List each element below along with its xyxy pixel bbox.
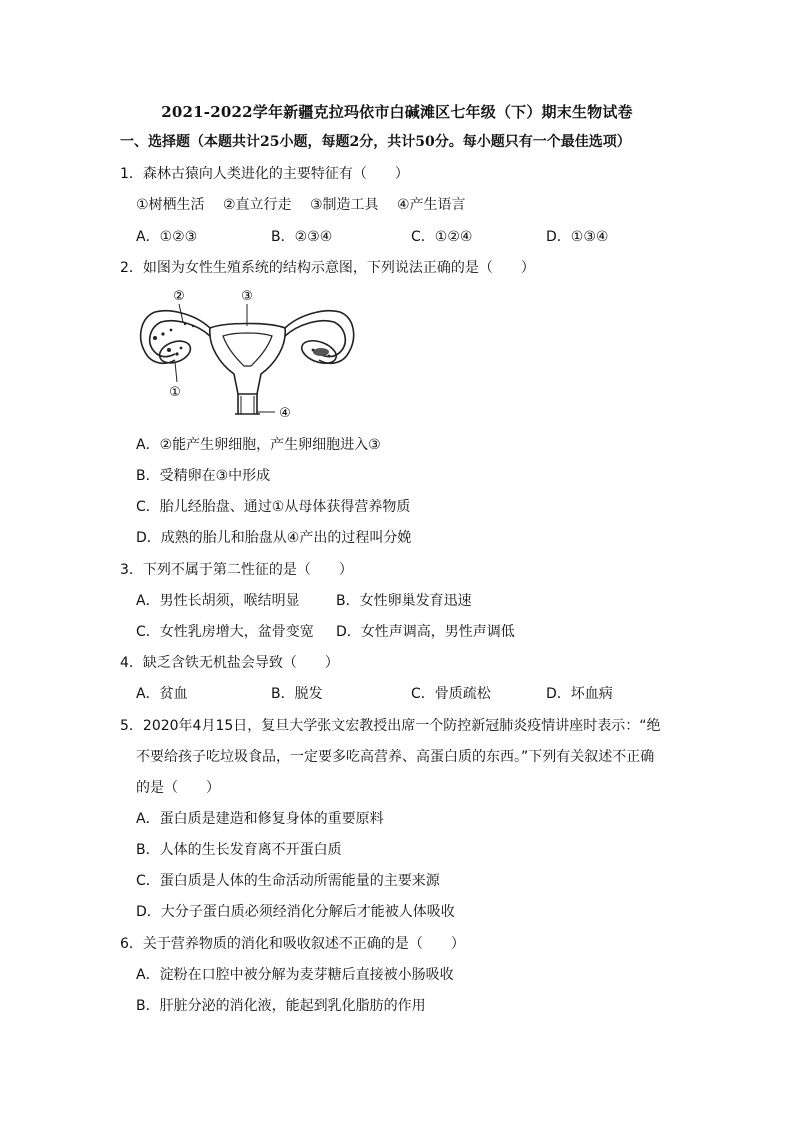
- option-d: D．①③④: [546, 229, 609, 245]
- question-6-stem: 6．关于营养物质的消化和吸收叙述不正确的是（ ）: [120, 936, 465, 952]
- option-b: B．脱发: [271, 686, 323, 702]
- question-6-option-a: A．淀粉在口腔中被分解为麦芽糖后直接被小肠吸收: [136, 967, 454, 983]
- female-reproductive-diagram: [135, 286, 360, 426]
- option-a: A．①②③: [136, 229, 198, 245]
- label-2: ②: [173, 289, 185, 304]
- label-3: ③: [241, 289, 253, 304]
- question-4-stem: 4．缺乏含铁无机盐会导致（ ）: [120, 655, 339, 671]
- option-d: D．女性声调高，男性声调低: [336, 624, 515, 640]
- question-1-options: [136, 227, 608, 247]
- question-5-option-a: A．蛋白质是建造和修复身体的重要原料: [136, 811, 384, 827]
- question-5-option-c: C．蛋白质是人体的生命活动所需能量的主要来源: [136, 873, 440, 889]
- question-3-options-row1: [136, 591, 472, 611]
- question-4-options: [136, 684, 613, 704]
- question-1-stem: 1．森林古猿向人类进化的主要特征有（ ）: [120, 166, 409, 182]
- question-1-items: ①树栖生活 ②直立行走 ③制造工具 ④产生语言: [136, 197, 466, 213]
- question-2-stem: 2．如图为女性生殖系统的结构示意图，下列说法正确的是（ ）: [120, 260, 535, 276]
- section-heading: 一、选择题（本题共计25小题，每题2分，共计50分。每小题只有一个最佳选项）: [120, 134, 631, 150]
- question-2-option-c: C．胎儿经胎盘、通过①从母体获得营养物质: [136, 499, 411, 515]
- option-c: C．①②④: [411, 229, 473, 245]
- question-3-stem: 3．下列不属于第二性征的是（ ）: [120, 562, 353, 578]
- option-c: C．女性乳房增大，盆骨变宽: [136, 624, 314, 640]
- question-2-option-b: B．受精卵在③中形成: [136, 468, 271, 484]
- question-5-stem-line1: 5．2020年4月15日，复旦大学张文宏教授出席一个防控新冠肺炎疫情讲座时表示：“绝: [120, 718, 661, 734]
- option-a: A．贫血: [136, 686, 188, 702]
- option-c: C．骨质疏松: [411, 686, 491, 702]
- option-a: A．男性长胡须，喉结明显: [136, 593, 300, 609]
- option-b: B．女性卵巢发育迅速: [336, 593, 472, 609]
- question-5-stem-line2: 不要给孩子吃垃圾食品，一定要多吃高营养、高蛋白质的东西。”下列有关叙述不正确: [136, 749, 655, 765]
- option-b: B．②③④: [271, 229, 333, 245]
- question-2-option-a: A．②能产生卵细胞，产生卵细胞进入③: [136, 437, 381, 453]
- question-5-option-d: D．大分子蛋白质必须经消化分解后才能被人体吸收: [136, 904, 455, 920]
- question-6-option-b: B．肝脏分泌的消化液，能起到乳化脂肪的作用: [136, 998, 426, 1014]
- option-d: D．坏血病: [546, 686, 613, 702]
- question-5-stem-line3: 的是（ ）: [136, 780, 220, 796]
- question-2-option-d: D．成熟的胎儿和胎盘从④产出的过程叫分娩: [136, 530, 412, 546]
- diagram-svg: [135, 286, 360, 426]
- question-5-option-b: B．人体的生长发育离不开蛋白质: [136, 842, 342, 858]
- label-4: ④: [279, 406, 291, 421]
- exam-title: 2021-2022学年新疆克拉玛依市白碱滩区七年级（下）期末生物试卷: [161, 103, 633, 121]
- label-1: ①: [169, 385, 181, 400]
- question-3-options-row2: [136, 622, 515, 642]
